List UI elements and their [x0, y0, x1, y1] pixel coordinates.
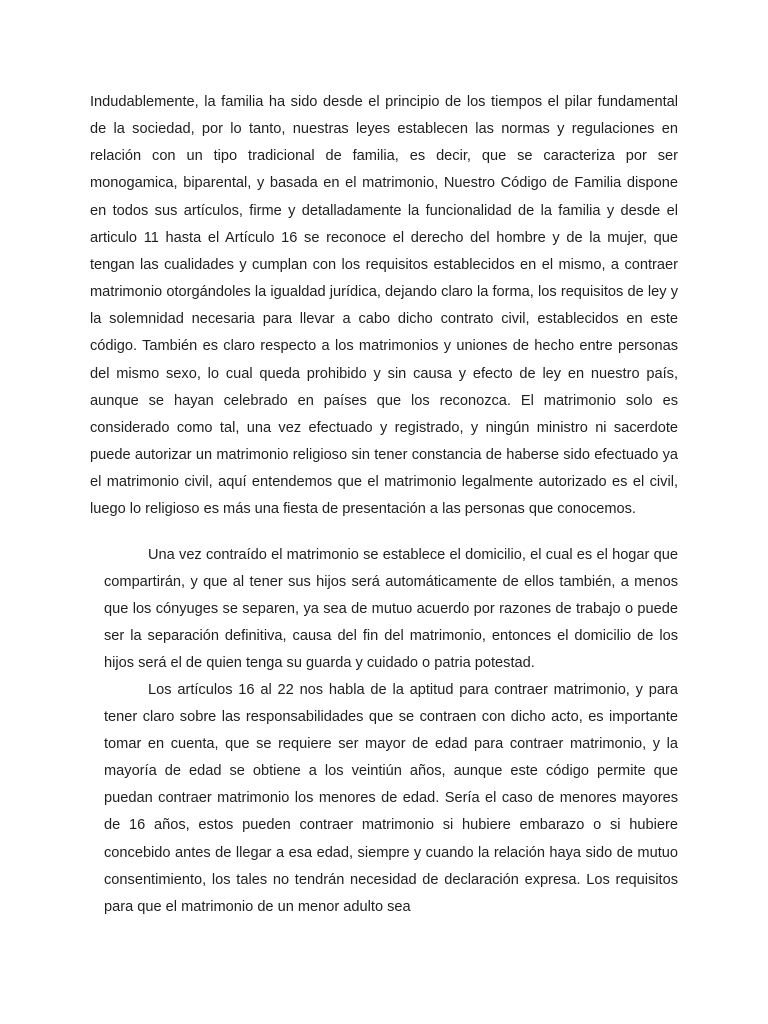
paragraph-domicilio: Una vez contraído el matrimonio se establece el domicilio, el cual es el hogar que compartirán, y que al tener sus hijos será automáticamente de ellos también, a menos que los cónyuges se separen, ya sea de mutuo acuerdo por razones de trabajo o puede ser la separación definitiva, causa del fin del matrimonio, entonces el domicilio de los hijos será el de quien tenga su guarda y cuidado o patria potestad.	[104, 547, 678, 672]
paragraph-aptitud: Los artículos 16 al 22 nos habla de la aptitud para contraer matrimonio, y para tener claro sobre las responsabilidades que se contraen con dicho acto, es importante tomar en cuenta, que se requiere ser mayor de edad para contraer matrimonio, y la mayoría de edad se obtiene a los veintiún años, aunque este código permite que puedan contraer matrimonio los menores de edad. Sería el caso de menores mayores de 16 años, estos pueden contraer matrimonio si hubiere embarazo o si hubiere concebido antes de llegar a esa edad, siempre y cuando la relación haya sido de mutuo consentimiento, los tales no tendrán necesidad de declaración expresa. Los requisitos para que el matrimonio de un menor adulto sea	[104, 682, 678, 915]
paragraph-intro: Indudablemente, la familia ha sido desde el principio de los tiempos el pilar fundamental de la sociedad, por lo tanto, nuestras leyes establecen las normas y regulaciones en relación con un tipo tradicional de familia, es decir, que se caracteriza por ser monogamica, biparental, y basada en el matrimonio, Nuestro Código de Familia dispone en todos sus artículos, firme y detalladamente la funcionalidad de la familia y desde el articulo 11 hasta el Artículo 16 se reconoce el derecho del hombre y de la mujer, que tengan las cualidades y cumplan con los requisitos establecidos en el mismo, a contraer matrimonio otorgándoles la igualdad jurídica, dejando claro la forma, los requisitos de ley y la solemnidad necesaria para llevar a cabo dicho contrato civil, establecidos en este código. También es claro respecto a los matrimonios y uniones de hecho entre personas del mismo sexo, lo cual queda prohibido y sin causa y efecto de ley en nuestro país, aunque se hayan celebrado en países que los reconozca. El matrimonio solo es considerado como tal, una vez efectuado y registrado, y ningún ministro ni sacerdote puede autorizar un matrimonio religioso sin tener constancia de haberse sido efectuado ya el matrimonio civil, aquí entendemos que el matrimonio legalmente autorizado es el civil, luego lo religioso es más una fiesta de presentación a las personas que conocemos.	[90, 94, 678, 518]
